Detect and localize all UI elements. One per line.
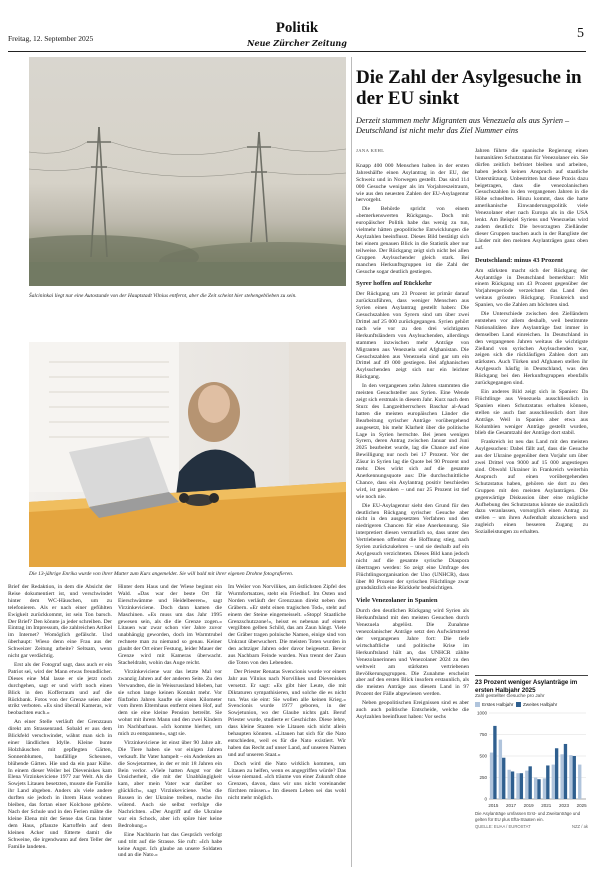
legend-label-1: Erstes Halbjahr [482, 702, 514, 707]
chart-box [475, 675, 588, 867]
chart-legend [475, 702, 588, 707]
y-tick-label: 0 [484, 796, 487, 802]
article-paragraph: Die Unterschiede zwischen den Zielländern entstehen vor allem deshalb, weil bestimmte Nationalitäten ihre Asylanträge fast immer in demselben Land einreichen. In Deutschland in den vergangenen Jahren weitaus die wichtigste Zielland von syrischen Asylsuchenden war, zeigen sich die rückläufigen Zahlen dort am stärksten. Auch Türken und Afghanen stellen ihr Asylgesuch häufig in Deutschland, was den Rückgang bei den Herkunftsgruppen ebenfalls zurückgegangen sind. [475, 311, 588, 387]
bar-second-half [555, 749, 558, 800]
article-paragraph: Frankreich ist neu das Land mit den meisten Asylgesuchen: Dabei fällt auf, dass die Gesuche aus der Ukraine gegenüber dem Vorjahr um über zwei Drittel von 9000 auf 15 000 angestiegen sind. Obwohl Ukrainer in Frankreich weiterhin Anspruch auf einen vorübergehenden Schutzstatus haben, gehören sie dort zu den Gruppen mit den meisten Asylanträgen. Die gegenwärtige Diskussion über eine mögliche Aufhebung des Schutzstatus könnte sie zusätzlich dazu veranlassen, vorsorglich einen Antrag zu stellen – um ihren Aufenthalt abzusichern und zugleich einen besseren Zugang zu Sozialleistungen zu erhalten. [475, 439, 588, 536]
classroom-illustration [29, 342, 346, 567]
chart-title: 23 Prozent weniger Asylanträge im ersten Halbjahr 2025 [475, 679, 578, 694]
article-byline: JANA KEHL [356, 148, 385, 153]
column-separator [351, 57, 352, 867]
article-subhead: Viele Venezolaner in Spanien [356, 597, 438, 605]
chart-note: Die Asylanträge umfassen Erst- und Zweitanträge und gelten für EU plus Efta-Staaten ein. [475, 811, 581, 822]
left-story-paragraph: Virzinkeviciene ist einst über 90 Jahre alt. Die Tiere haben sie vor einigen Jahren verkauft. Ihr Vater hampelt – ein Andenken an die Sowjetarmee, in der er mit 18 Jahren ein Bein verlor. «Viele hatten Angst vor der Unsicherheit, die mit der Unabhängigkeit kam, aber mein Vater war darüber so glücklich», sagt Virzinkeviciene. Was die Russen in der Ukraine treiben, mache ihn wütend. Auch sie selbst verfolge die Nachrichten. «Der Angriff auf die Ukraine war ein Schock, aber ich spüre hier keine Bedrohung.» [118, 739, 222, 829]
article-headline: Die Zahl der Asylgesuche in der EU sinkt [356, 67, 582, 109]
issue-date: Freitag, 12. September 2025 [8, 34, 94, 43]
article-paragraph: Ein anderes Bild zeigt sich in Spanien: Da Flüchtlinge aus Venezuela ausschliesslich in Spanien einen Schutzstatus erhalten können, stellen sie auch fast ausschliesslich dort ihre Anträge. Weil in Spanien aber etwa aus Kolumbien weniger Anträge gestellt wurden, blieb die Gesamtzahl der Anträge dort stabil. [475, 389, 588, 437]
x-tick-label: 2019 [523, 803, 534, 809]
left-story-paragraph: Virzinkeviciene war das letzte Mal vor zwanzig Jahren auf der anderen Seite. Zu den Verwandten, die in Weissrussland blieben, hat sie schon lange keinen Kontakt mehr. Vor fünfzehn Jahren kaufte sie einen Kilometer vom ihrem Elternhaus entfernt einen Hof, auf dem sie eine kleine Pension betreibt. Sie wohnt mit ihrem Mann und den zwei Kindern im Nachbarhaus. «Ich komme hierher, um mich zu entspannen», sagt sie. [118, 668, 222, 738]
legend-label-2: Zweites Halbjahr [522, 702, 558, 707]
bar-second-half [493, 726, 496, 799]
legend-swatch-2 [516, 702, 521, 707]
chart-source: QUELLE: EUAA / EUROSTAT [475, 824, 531, 830]
bar-second-half [546, 766, 549, 800]
left-story-paragraph: Eine Nachbarin hat das Gespräch verfolgt und tritt auf die Strasse. Sie ruft: «Ich habe keine Angst. Ich glaube an unsere Soldaten und an die Nato.» [118, 831, 222, 859]
y-tick-label: 750 [479, 732, 487, 738]
x-tick-label: 2015 [488, 803, 499, 809]
article-paragraph: In den vergangenen zehn Jahren stammten die meisten Gesuchsteller aus Syrien. Eine Wende zeigt sich erstmals in diesem Jahr. Kurz nach dem Sturz des Langzeitherrschers Baschar al-Asad hatten die meisten europäischen Länder die Bearbeitung syrischer Anträge vorübergehend ausgesetzt, bis mehr Klarheit über die politische Lage in Syrien herrschte. Bei jenen wenigen Syrern, deren Antrag zwischen Januar und Juni 2025 bearbeitet wurde, lag die Chance auf eine Bewilligung nur noch bei 17 Prozent. Vor der Zäsur in Syrien lag die Quote bei 90 Prozent und mehr. Dies wirkt sich auf die gesamte Anerkennungsquote aus: Die durchschnittliche Chance, dass ein Asylantrag positiv beschieden wird, ist gesunken – und nur 25 Prozent ist tief wie noch nie. [356, 383, 469, 500]
bar-first-half [490, 753, 493, 799]
x-tick-label: 2017 [506, 803, 517, 809]
bar-second-half [537, 780, 540, 800]
photo-foggy-landscape [29, 57, 346, 286]
bar-second-half [502, 758, 505, 799]
article-paragraph: Knapp 400 000 Menschen haben in der ersten Jahreshälfte einen Asylantrag in der EU, der Schweiz und in Norwegen gestellt. Das sind 114 000 Gesuche weniger als im Vorjahreszeitraum, wie aus den neuesten Zahlen der EU-Asylagentur hervorgeht. [356, 162, 469, 204]
article-column-1 [356, 148, 469, 868]
article-subhead: Syrer hoffen auf Rückkehr [356, 280, 432, 288]
chart-subtitle: Zahl gestellter Gesuche pro Jahr [475, 694, 545, 699]
x-tick-label: 2023 [558, 803, 569, 809]
left-story-paragraph: Erst als der Fotograf sagt, dass auch er ein Patriot sei, wird der Mann etwas freundlicher. Dieses eine Mal lasse er sie jetzt noch durchgehen, sagt er und wirft noch einen Blick in den Kofferraum und auf die Rückbank. Fotos von der Grenze seien aber strikt verboten. «Es sind überall Kameras, wir beobachten euch.» [8, 661, 112, 717]
left-story-column-2 [118, 584, 222, 870]
article-paragraph: Die EU-Asylagentur sieht den Grund für den deutlichen Rückgang syrischer Gesuche aber nicht in den ausgesetzten Verfahren und den niedrigeren Chancen für eine Anerkennung. Sie interpretiert diesen vermutlich so, dass unter den Vertriebenen offenbar die Hoffnung stieg, nach Syrien zurückzukehren – und sie deshalb auf ein Asylgesuch verzichteten. Dieses Bild kann jedoch nicht auf die gesamte syrische Diaspora übertragen werden: So zeigt eine Umfrage des Flüchtlingsorganisation der Uno (UNHCR), dass über 80 Prozent der syrischen Flüchtlinge zwar grundsätzlich eine Rückkehr beabsichtigen. [356, 502, 469, 592]
legend-swatch-1 [475, 702, 480, 707]
left-story-paragraph: Im Weiler von Norvilikes, am östlichsten Zipfel des Wurmfortsatzes, steht ein Friedhof. Im Osten und Norden verläuft der Grenzzaun direkt neben den Gräbern. «Er steht einen tragischen Tod», steht auf einem der Steine eingemeisselt. «Stopp! Staatliche Grenzschutzzone!», heisst es nebenan auf einem vergilbten gelben Schild, das am Zaun hängt. Viele der Gräber tragen polnische Namen, einige sind von Unkraut überwuchert. Die meisten Toten wurden in den achtziger Jahren oder davor beigesetzt. Bevor aus Nachbarn Feinde wurden. Nun trennt der Zaun die Toten von den Lebenden. [228, 584, 346, 666]
bar-second-half [529, 767, 532, 800]
article-paragraph: Durch den deutlichen Rückgang wird Syrien als Herkunftsland mit den meisten Gesuchen durch Venezuela abgelöst. Die Zunahme venezolanischer Anträge setzt den Aufwärtstrend der vergangenen Jahre fort: Die tiefe wirtschaftliche und politische Krise im Herkunftsland hält an, das UNHCR zählte Venezolanerinnen und Venezolaner 2024 zu den weltweit am stärksten vertriebenen Bevölkerungsgruppen. Die Zunahme erscheint aber auf den ersten Blick insofern erstaunlich, als die meisten Anträge aus diesem Land in 97 Prozent der Fälle abgewiesen werden. [356, 608, 469, 698]
bar-second-half [573, 756, 576, 799]
article-paragraph: Die Behörde spricht von einem «bemerkenswerten Rückgang». Doch mit europäischer Politik habe das wenig zu tun, vielmehr hätten geopolitische Entwicklungen die Asylzahlen beeinflusst. Dieses Bild bestätigt sich bei einem genauen Blick in die Statistik aber nur teilweise. Der Rückgang zeigt sich nicht bei allen Gruppen Asylsuchender gleich stark. Bei manchen Herkunftsgruppen ist die Zahl der Gesuche sogar deutlich gestiegen. [356, 206, 469, 275]
masthead-logo: Neue Zürcher Zeitung [247, 38, 347, 48]
photo-caption-2: Die 13-jährige Enrika wurde von ihrer Mutter zum Kurs angemeldet. Sie will bald mit ihrer eigenen Drohne fotografieren. [29, 571, 294, 577]
section-title: Politik [275, 20, 319, 36]
left-story-paragraph: Hinter dem Haus und der Wiese beginnt ein Wald. «Das war der beste Ort für Eierschwämme und Heidelbeeren», sagt Virzinkeviciene. Doch dann kamen die Maschinen. «Es muss um das Jahr 1995 gewesen sein, als die die Grenze zogen.» Litauen war zwar schon vier Jahre zuvor unabhängig geworden, doch im Warmtrubel rechnete man zu niemand so genau. Keiner glaubt der Ort einer Festung, leider Mauer der Grenze wird mit Kameras überwacht. Stacheldraht, wohin das Auge reicht. [118, 584, 222, 666]
y-tick-label: 1000 [476, 710, 487, 716]
bar-first-half [552, 765, 555, 799]
bar-first-half [569, 755, 572, 799]
left-story-paragraph: Brief der Redaktion, in dem die Absicht der Reise dokumentiert ist, und verschwindet hinter dem WC-Häuschen, um zu telefonieren. Als er nach einer gefühlten Ewigkeit zurückkommt, ist sein Ton barsch. Der Brief? Den könnte ja jeder schreiben. Der Eintrag im Impressum, die zahlreichen Artikel im Internet? Womöglich gefälscht. Und überhaupt: Wieso denn eine Frau aus der Schweizer Zeitung arbeite? Seltsam, wenn nicht gar verdächtig. [8, 584, 112, 660]
bar-first-half [508, 770, 511, 799]
left-story-paragraph: An einer Stelle verläuft der Grenzzaun direkt am Strassenrand. Sobald er aus dem Blickfeld verschwindet, wähnt man sich in einer ländlichen Idylle. Kleine bunte Holzhäuschen mit gepflegten Gärten, Sonnenblumen, baufällige Scheunen, blühende Gärten. Hie und da ein paar Kühe. In einem dieser Weiler bei Dieveniskes kam Elena Virzinkeviciene 1977 zur Welt. Als die Sowjets Litauen besetzten, musste die Familie ihr Land abgeben. Anders als viele andere durften sie jedoch in ihrem Haus wohnen bleiben, das fortan einer Kolchose gehörte. Nach der Schule und in den Ferien mähte die kleine Elena mit der Sense das Gras hinter dem Haus, pflanzte Kartoffeln auf dem kleinen Acker und fütterte damit die Schweine, die irgendwann auf dem Teller der Familie landeten. [8, 719, 112, 850]
article-column-2 [475, 148, 588, 668]
chart-top-rule [475, 675, 588, 676]
article-lead: Derzeit stammen mehr Migranten aus Venezuela als aus Syrien – Deutschland ist nicht mehr das Ziel Nummer eins [356, 116, 570, 135]
left-story-column-3 [228, 584, 346, 870]
bar-first-half [525, 771, 528, 799]
article-subhead: Deutschland: minus 43 Prozent [475, 256, 563, 264]
bar-first-half [534, 778, 537, 800]
left-story-paragraph: Der Priester Renatas Svencionis wurde vor einem Jahr aus Vilnius nach Norvilikes und Dieveniskes versetzt. Er sagt: «Es gibt hier Leute, die mit Diktaturen sympathisieren, und solche die es nicht tun. Was sie eint: Sie wollen alle keinen Krieg.» Svencionis wurde 1977 geboren, in der Sowjetunion, wo der Glaube nichts galt. Beruf Priester wurde, studierte er Geschichte. Diese lehre, dass kleine Staaten wie Litauen sich nicht allein behaupten könnten. «Litauen hat sich für die Nato entschieden, weil es für die Nato existiert. Wir haben das Recht auf unser Land, auf unseren Namen und auf unseren Staat.» [228, 668, 346, 758]
article-paragraph: Jahren führte die spanische Regierung einen humanitären Schutzstatus für Venezolaner ein. Sie dürfen zeitlich befristet bleiben und arbeiten, haben jedoch keinen Anspruch auf staatliche Unterstützung. Unbestritten hat diese Praxis dazu beigetragen, dass die venezolanischen Gesuchszahlen in den vergangenen Jahren in die Höhe schnellten. Hinzu kommt, dass die harte amerikanische Einwanderungspolitik viele Venezolaner eher nach Europa als in die USA lenkt. Am Beispiel Syriens und Venezuelas wird zudem deutlich: Die bevorzugten Zielländer dieser Gruppen tauchen auch in der Rangliste der Länder mit den meisten Asylanträgen ganz oben auf. [475, 148, 588, 251]
article-paragraph: Neben geopolitischen Ereignissen sind es aber auch auch politische Entscheide, welche die Asylzahlen beeinflusst haben: Vor sechs [356, 700, 469, 720]
y-tick-label: 500 [479, 753, 487, 759]
photo-caption-1: Šalcininkai liegt nur eine Autostunde von der Hauptstadt Vilnius entfernt, aber die Zeit scheint hier stehengeblieben zu sein. [29, 293, 297, 299]
article-paragraph: Am stärksten macht sich der Rückgang der Asylanträge in Deutschland bemerkbar: Mit einem Rückgang um 43 Prozent gegenüber der Vorjahresperiode verzeichnet das Land den weitaus grössten Rückgang. Frankreich und Spanien, wo die Zahlen am höchsten sind. [475, 267, 588, 309]
bar-first-half [578, 765, 581, 799]
left-story-paragraph: Doch wird die Nato wirklich kommen, um Litauen zu helfen, wenn es angegriffen würde? Das wisse niemand. «Ich träume von einer Zukunft ohne Grenzen, davon, dass wir uns nicht voreinander fürchten müssen.» Im diesem Leben sei das wohl nicht mehr möglich. [228, 760, 346, 802]
photo-girl-laptop [29, 342, 346, 567]
bar-first-half [516, 773, 519, 799]
x-tick-label: 2021 [541, 803, 552, 809]
page-number: 5 [577, 26, 584, 41]
landscape-illustration [29, 57, 346, 286]
left-story-column-1 [8, 584, 112, 870]
bar-second-half [520, 773, 523, 799]
chart-plot [475, 709, 588, 809]
article-paragraph: Der Rückgang um 23 Prozent ist primär darauf zurückzuführen, dass weniger Menschen aus Syrien einen Asylantrag gestellt haben: Die Gesuchszahlen von Syrern sind um über zwei Drittel auf 25 000 zurückgegangen. Syrien gehört nach wie vor zu den drei wichtigsten Herkunftsländern von Asylsuchenden, allerdings stammen inzwischen mehr Anträge von Migranten aus Venezuela und Afghanistan. Die Gesuchszahlen aus Venezuela sind gar um ein Drittel auf 49 000 gestiegen. Bei afghanischen Asylsuchenden zeigt sich nur ein leichter Rückgang. [356, 291, 469, 381]
bar-first-half [560, 755, 563, 800]
bar-first-half [543, 779, 546, 800]
bar-second-half [564, 744, 567, 799]
chart-credit: NZZ / ak [571, 824, 588, 830]
chart-footer [475, 824, 588, 829]
header-rule [8, 51, 586, 52]
bar-second-half [511, 772, 514, 800]
x-tick-label: 2025 [576, 803, 587, 809]
bar-first-half [499, 740, 502, 799]
y-tick-label: 250 [479, 775, 487, 781]
